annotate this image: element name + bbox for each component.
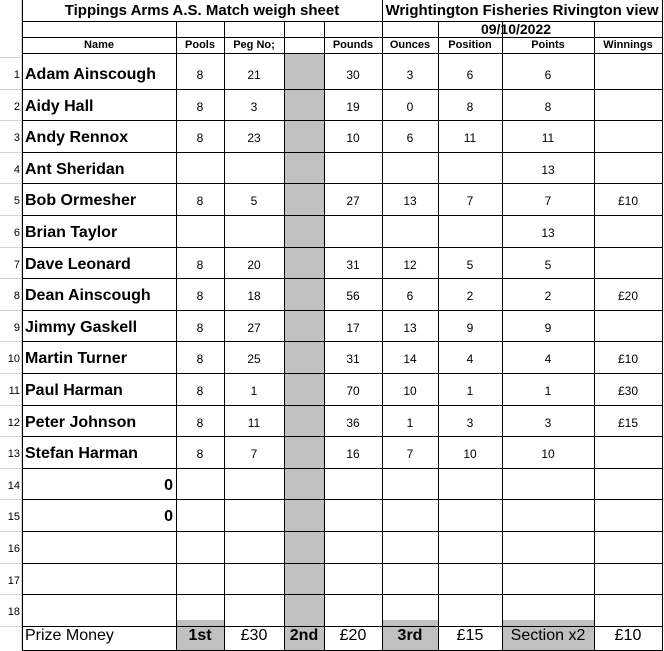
row-number-gridline <box>0 89 22 90</box>
cell-pools <box>176 533 224 565</box>
cell-name: Bob Ormesher <box>25 192 137 209</box>
cell-name: Peter Johnson <box>25 414 137 431</box>
cell-points <box>502 470 594 502</box>
table-border-h <box>22 341 662 342</box>
cell-position: 11 <box>463 131 477 145</box>
cell-pools: 8 <box>196 258 204 272</box>
row-number-gridline <box>0 436 22 437</box>
cell-name: Martin Turner <box>25 350 127 367</box>
cell-peg: 11 <box>247 416 261 430</box>
cell-ounces <box>382 470 438 502</box>
cell-name <box>22 565 176 597</box>
cell-peg: 1 <box>250 384 258 398</box>
cell-points: 4 <box>544 352 552 366</box>
row-number: 13 <box>7 448 20 460</box>
cell-winnings: £30 <box>617 384 639 398</box>
prize-money-label: Prize Money <box>25 626 114 644</box>
cell-points: 8 <box>544 100 552 114</box>
cell-winnings <box>594 154 662 186</box>
cell-pounds: 70 <box>346 384 360 398</box>
cell-pools: 8 <box>196 416 204 430</box>
table-border-h <box>22 247 662 248</box>
cell-ounces: 13 <box>403 321 417 335</box>
cell-ounces <box>382 154 438 186</box>
prize-second-label: 2nd <box>284 620 324 651</box>
cell-name: Jimmy Gaskell <box>25 319 138 336</box>
cell-peg: 20 <box>247 258 261 272</box>
cell-points <box>502 565 594 597</box>
header-points: Points <box>531 39 565 51</box>
cell-winnings: £20 <box>617 289 639 303</box>
cell-name: Dave Leonard <box>25 256 131 273</box>
row-number: 17 <box>7 575 20 587</box>
cell-position: 4 <box>466 352 474 366</box>
cell-pounds: 31 <box>346 352 360 366</box>
cell-pools: 8 <box>196 321 204 335</box>
cell-winnings <box>594 565 662 597</box>
row-number: 14 <box>7 480 20 492</box>
cell-position <box>438 217 502 249</box>
table-border-h <box>22 120 662 121</box>
cell-name: Stefan Harman <box>25 445 138 462</box>
cell-name: 0 <box>164 508 173 525</box>
cell-pounds <box>324 533 382 565</box>
cell-peg <box>224 533 284 565</box>
cell-winnings <box>594 470 662 502</box>
cell-name: Adam Ainscough <box>25 66 156 83</box>
cell-winnings <box>594 91 662 123</box>
cell-position: 5 <box>466 258 474 272</box>
cell-peg: 3 <box>250 100 258 114</box>
match-date: 09/10/2022 <box>480 21 552 37</box>
cell-points: 13 <box>541 226 555 240</box>
row-number: 9 <box>13 322 20 334</box>
cell-pools <box>176 217 224 249</box>
cell-winnings: £15 <box>617 416 639 430</box>
row-number: 12 <box>7 417 20 429</box>
cell-peg <box>224 501 284 533</box>
table-border-h <box>22 89 662 90</box>
table-border-v <box>224 21 225 651</box>
cell-pools <box>176 154 224 186</box>
prize-second-value: £20 <box>339 626 367 644</box>
cell-pools <box>176 565 224 597</box>
cell-ounces: 7 <box>406 447 414 461</box>
cell-winnings <box>594 249 662 281</box>
cell-points: 5 <box>544 258 552 272</box>
cell-position: 9 <box>466 321 474 335</box>
row-number-gridline <box>0 594 22 595</box>
cell-winnings <box>594 501 662 533</box>
row-number: 15 <box>7 511 20 523</box>
row-number-gridline <box>0 310 22 311</box>
cell-pools: 8 <box>196 289 204 303</box>
cell-ounces: 13 <box>403 194 417 208</box>
prize-section-label: Section x2 <box>502 620 594 651</box>
cell-peg: 7 <box>250 447 258 461</box>
table-border-h <box>22 278 662 279</box>
cell-position <box>438 565 502 597</box>
header-ounces: Ounces <box>389 39 431 51</box>
table-border-h <box>22 405 662 406</box>
cell-position: 3 <box>466 416 474 430</box>
table-border-h <box>22 215 662 216</box>
cell-pounds: 19 <box>346 100 360 114</box>
header-name: Name <box>84 39 114 51</box>
cell-points: 3 <box>544 416 552 430</box>
row-number: 2 <box>13 101 20 113</box>
cell-peg: 25 <box>247 352 261 366</box>
cell-points: 13 <box>541 163 555 177</box>
cell-pounds: 16 <box>346 447 360 461</box>
cell-winnings <box>594 312 662 344</box>
row-number: 4 <box>13 164 20 176</box>
cell-name: Dean Ainscough <box>25 287 151 304</box>
cell-ounces: 10 <box>403 384 417 398</box>
cell-pools: 8 <box>196 68 204 82</box>
cell-peg <box>224 470 284 502</box>
cell-name: 0 <box>164 477 173 494</box>
table-border-h <box>22 499 662 500</box>
cell-points: 11 <box>541 131 555 145</box>
cell-pounds: 31 <box>346 258 360 272</box>
cell-position: 7 <box>466 194 474 208</box>
cell-position <box>438 154 502 186</box>
row-number: 18 <box>7 606 20 618</box>
table-border-h <box>22 53 662 54</box>
row-number: 10 <box>7 353 20 365</box>
cell-ounces: 1 <box>406 416 414 430</box>
cell-pounds <box>324 565 382 597</box>
cell-pounds <box>324 154 382 186</box>
cell-ounces <box>382 217 438 249</box>
grey-separator-column <box>285 53 324 620</box>
cell-pounds: 56 <box>346 289 360 303</box>
table-border-h <box>22 21 662 22</box>
cell-pounds: 10 <box>346 131 360 145</box>
table-border-v <box>662 0 663 651</box>
prize-first-label: 1st <box>176 620 224 651</box>
prize-third-label: 3rd <box>382 620 438 651</box>
cell-pools: 8 <box>196 194 204 208</box>
cell-winnings <box>594 217 662 249</box>
cell-pounds: 36 <box>346 416 360 430</box>
table-border-v <box>176 21 177 651</box>
table-border-h <box>22 626 662 627</box>
cell-pounds: 17 <box>346 321 360 335</box>
cell-winnings <box>594 438 662 470</box>
cell-pools <box>176 501 224 533</box>
row-number-gridline <box>0 215 22 216</box>
row-number-gridline <box>0 499 22 500</box>
cell-position: 1 <box>466 384 474 398</box>
cell-peg: 21 <box>247 68 261 82</box>
cell-peg <box>224 217 284 249</box>
table-border-v <box>284 21 285 651</box>
cell-peg: 5 <box>250 194 258 208</box>
table-border-h <box>22 436 662 437</box>
cell-ounces: 12 <box>403 258 417 272</box>
cell-winnings <box>594 533 662 565</box>
table-border-v <box>438 21 439 651</box>
table-border-h <box>22 531 662 532</box>
row-number: 5 <box>13 195 20 207</box>
cell-ounces: 14 <box>403 352 417 366</box>
cell-position: 10 <box>463 447 477 461</box>
sheet-title: Tippings Arms A.S. Match weigh sheet <box>64 2 340 19</box>
prize-section-value: £10 <box>614 626 642 644</box>
row-number-gridline <box>0 373 22 374</box>
cell-peg <box>224 154 284 186</box>
row-number: 3 <box>13 132 20 144</box>
cell-position <box>438 470 502 502</box>
cell-position <box>438 501 502 533</box>
row-number-gridline <box>0 468 22 469</box>
cell-ounces <box>382 501 438 533</box>
cell-pools: 8 <box>196 352 204 366</box>
cell-name: Brian Taylor <box>25 224 118 241</box>
cell-winnings <box>594 122 662 154</box>
cell-points: 10 <box>541 447 555 461</box>
cell-pools: 8 <box>196 447 204 461</box>
row-number: 7 <box>13 259 20 271</box>
cell-name: Aidy Hall <box>25 98 94 115</box>
cell-pounds <box>324 501 382 533</box>
prize-third-value: £15 <box>456 626 484 644</box>
row-number-gridline <box>0 563 22 564</box>
cell-peg <box>224 565 284 597</box>
table-border-h <box>22 37 662 38</box>
cell-ounces <box>382 565 438 597</box>
cell-pools: 8 <box>196 131 204 145</box>
header-pools: Pools <box>185 39 215 51</box>
cell-points: 1 <box>544 384 552 398</box>
table-border-v <box>324 21 325 651</box>
row-number-gridline <box>0 183 22 184</box>
cell-points <box>502 533 594 565</box>
cell-pounds: 30 <box>346 68 360 82</box>
table-border-v <box>22 0 23 651</box>
cell-ounces: 6 <box>406 131 414 145</box>
cell-ounces <box>382 533 438 565</box>
cell-position: 2 <box>466 289 474 303</box>
row-number-gridline <box>0 341 22 342</box>
cell-points: 9 <box>544 321 552 335</box>
row-number: 8 <box>13 290 20 302</box>
table-border-h <box>22 310 662 311</box>
cell-pounds <box>324 217 382 249</box>
row-number-gridline <box>0 247 22 248</box>
cell-name: Andy Rennox <box>25 129 129 146</box>
table-border-h <box>22 373 662 374</box>
table-border-h <box>22 152 662 153</box>
cell-name: Ant Sheridan <box>25 161 125 178</box>
row-number-gridline <box>0 57 22 58</box>
row-number-gridline <box>0 405 22 406</box>
table-border-h <box>22 594 662 595</box>
row-number: 1 <box>13 69 20 81</box>
cell-points: 6 <box>544 68 552 82</box>
table-border-h <box>22 468 662 469</box>
row-number: 11 <box>8 385 20 397</box>
table-border-v <box>594 21 595 651</box>
table-border-v <box>502 21 503 651</box>
venue-title: Wrightington Fisheries Rivington view <box>385 2 659 19</box>
row-number: 16 <box>7 543 20 555</box>
cell-winnings <box>594 59 662 91</box>
cell-peg: 23 <box>247 131 261 145</box>
row-number-gridline <box>0 278 22 279</box>
header-peg: Peg No; <box>233 39 275 51</box>
cell-winnings: £10 <box>617 194 639 208</box>
cell-points <box>502 501 594 533</box>
table-border-h <box>22 183 662 184</box>
header-winnings: Winnings <box>603 39 653 51</box>
table-border-v <box>382 0 383 651</box>
cell-points: 2 <box>544 289 552 303</box>
cell-peg: 27 <box>247 321 261 335</box>
cell-position: 8 <box>466 100 474 114</box>
header-pounds: Pounds <box>332 39 374 51</box>
cell-pools <box>176 470 224 502</box>
cell-name <box>22 533 176 565</box>
header-position: Position <box>448 39 492 51</box>
row-number-gridline <box>0 531 22 532</box>
table-border-h <box>22 563 662 564</box>
cell-points: 7 <box>544 194 552 208</box>
cell-ounces: 3 <box>406 68 414 82</box>
row-number-gridline <box>0 120 22 121</box>
cell-position: 6 <box>466 68 474 82</box>
row-number-gridline <box>0 626 22 627</box>
row-number: 6 <box>13 227 20 239</box>
cell-ounces: 0 <box>406 100 414 114</box>
cell-position <box>438 533 502 565</box>
cell-pounds <box>324 470 382 502</box>
row-number-gridline <box>0 152 22 153</box>
cell-winnings: £10 <box>617 352 639 366</box>
cell-name: Paul Harman <box>25 382 123 399</box>
cell-pounds: 27 <box>346 194 360 208</box>
cell-pools: 8 <box>196 100 204 114</box>
cell-ounces: 6 <box>406 289 414 303</box>
cell-peg: 18 <box>247 289 261 303</box>
cell-pools: 8 <box>196 384 204 398</box>
prize-first-value: £30 <box>240 626 268 644</box>
